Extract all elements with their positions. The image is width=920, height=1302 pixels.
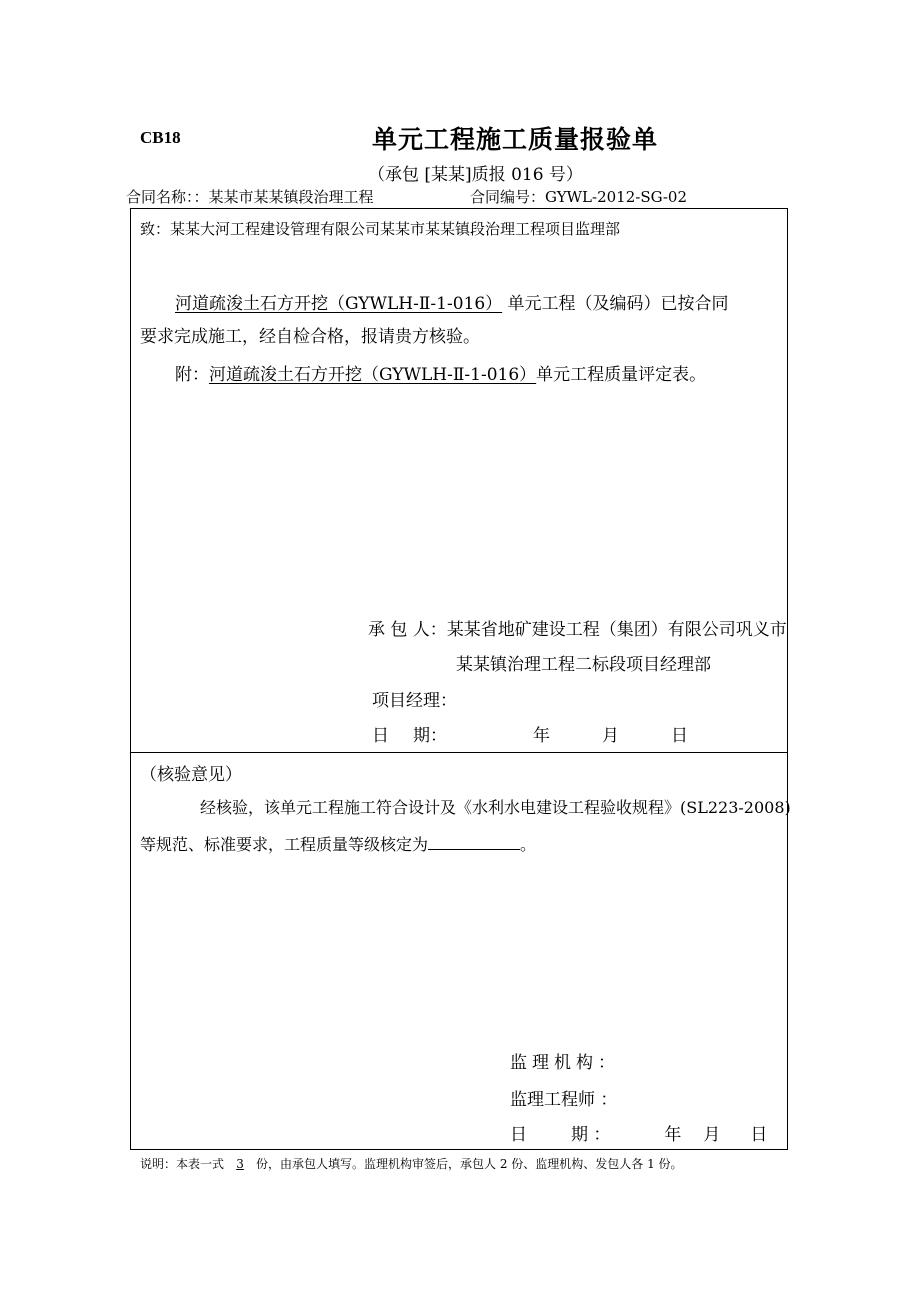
body-line-1-rest: 单元工程（及编码）已按合同 — [502, 294, 729, 314]
sup-date-label-1: 日 — [510, 1125, 527, 1145]
attachment-prefix: 附： — [175, 365, 209, 385]
contractor-date — [372, 721, 688, 746]
supervision-date — [510, 1120, 767, 1145]
footnote — [140, 1155, 683, 1172]
month-label: 月 — [602, 726, 619, 746]
attachment-name: 河道疏浚土石方开挖（GYWLH-Ⅱ-1-016） — [209, 365, 537, 385]
supervision-engineer-label: 监理工程师 ： — [510, 1090, 618, 1110]
addressee: 致：某某大河工程建设管理有限公司某某市某某镇段治理工程项目监理部 — [140, 220, 621, 238]
sup-day-label: 日 — [750, 1125, 768, 1145]
supervision-org-label: 监理机构： — [510, 1053, 620, 1073]
date-label-2: 期： — [413, 726, 447, 746]
project-manager-label: 项目经理： — [372, 691, 457, 711]
sup-date-label-2: 期 ： — [571, 1125, 611, 1145]
quality-grade-blank[interactable] — [428, 835, 520, 850]
page-title: 单元工程施工质量报验单 — [372, 125, 659, 154]
body-line-2: 要求完成施工，经自检合格，报请贵方核验。 — [140, 327, 480, 347]
body-line-1 — [175, 289, 729, 314]
sup-month-label: 月 — [703, 1125, 721, 1145]
date-label-1: 日 — [372, 726, 389, 746]
day-label: 日 — [671, 726, 688, 746]
contract-number-label: 合同编号： — [470, 188, 546, 206]
section-divider — [130, 752, 788, 753]
contractor-line-1 — [368, 615, 787, 640]
contract-number-value: GYWL-2012-SG-02 — [545, 188, 688, 206]
unit-project-name: 河道疏浚土石方开挖（GYWLH-Ⅱ-1-016） — [175, 294, 503, 314]
opinion-line-2 — [140, 832, 536, 855]
opinion-title: （核验意见） — [140, 765, 242, 785]
attachment-line — [175, 360, 706, 385]
contractor-name-1: 某某省地矿建设工程（集团）有限公司巩义市 — [446, 620, 787, 640]
year-label: 年 — [533, 726, 550, 746]
attachment-suffix: 单元工程质量评定表。 — [536, 365, 707, 385]
contract-name-label: 合同名称：： — [126, 188, 209, 206]
note-suffix: 份，由承包人填写。监理机构审签后，承包人 2 份、监理机构、发包人各 1 份。 — [256, 1157, 683, 1171]
copies-count: 3 — [236, 1157, 244, 1171]
form-frame — [130, 208, 788, 1150]
contractor-label: 承 包 人： — [368, 620, 447, 640]
opinion-line-2-prefix: 等规范、标准要求，工程质量等级核定为 — [140, 835, 429, 854]
contract-name-value: 某某市某某镇段治理工程 — [208, 188, 374, 206]
contractor-name-2: 某某镇治理工程二标段项目经理部 — [456, 655, 711, 675]
note-prefix: 说明：本表一式 — [140, 1157, 225, 1171]
opinion-line-2-suffix: 。 — [520, 835, 537, 854]
report-number: （承包 [某某]质报 016 号） — [368, 165, 583, 185]
opinion-line-1: 经核验，该单元工程施工符合设计及《水利水电建设工程验收规程》(SL223-2008) — [200, 798, 791, 817]
contract-number — [470, 186, 687, 207]
sup-year-label: 年 — [664, 1125, 682, 1145]
contract-name — [126, 186, 374, 207]
form-code: CB18 — [140, 128, 181, 147]
